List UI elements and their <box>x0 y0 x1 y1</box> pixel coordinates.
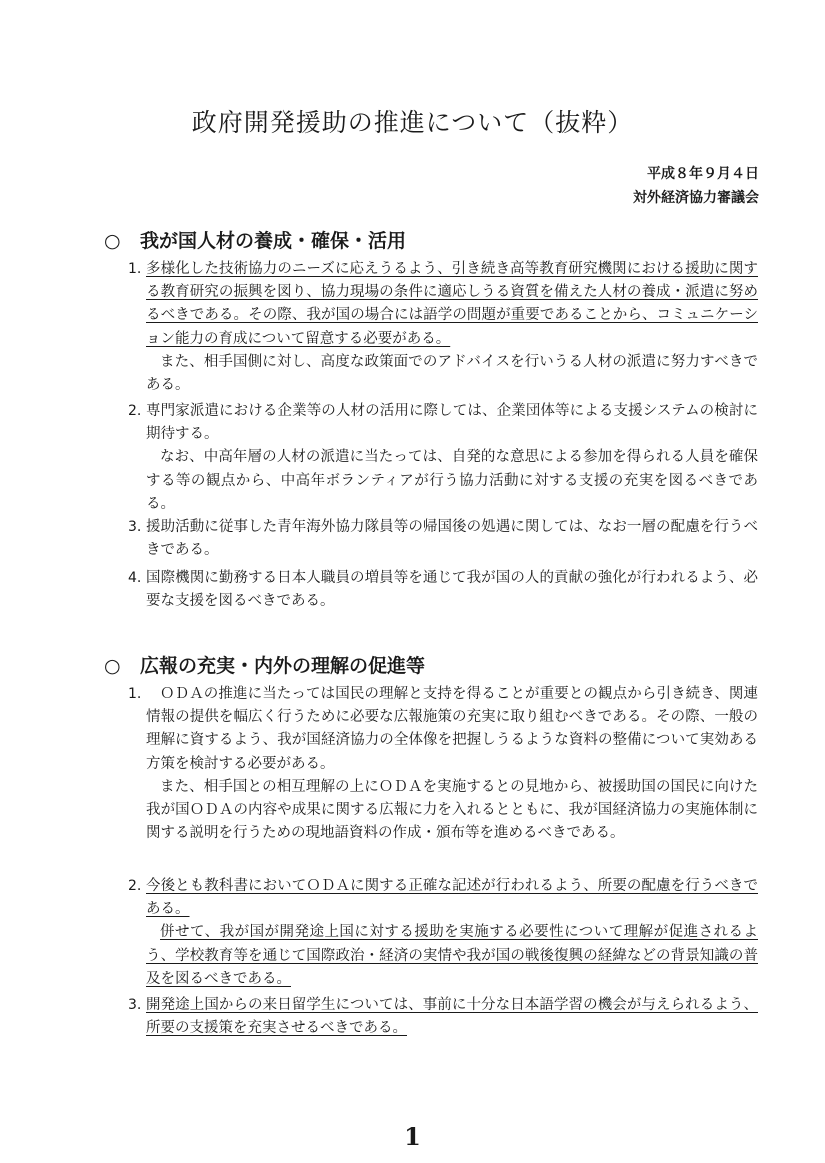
item-number: 2. <box>128 403 142 419</box>
section-title: 我が国人材の養成・確保・活用 <box>140 230 407 252</box>
item-body <box>146 400 758 516</box>
item-body <box>146 994 758 1040</box>
item-text-followup: なお、中高年層の人材の派遣に当たっては、自発的な意思による参加を得られる人員を確保する等の観点から、中高年ボランティアが行う協力活動に対する支援の充実を図るべきである。 <box>146 449 758 512</box>
item-number: 2. <box>128 878 142 894</box>
item-body <box>146 875 758 991</box>
circle-bullet-icon: ○ <box>104 230 121 252</box>
item-body <box>146 567 758 613</box>
item-text: 多様化した技術協力のニーズに応えうるよう、引き続き高等教育研究機関における援助に関する教育研究の振興を図り、協力現場の条件に適応しうる資質を備えた人材の養成・派遣に努めるべきである。その際、我が国の場合には語学の問題が重要であることから、コミュニケーション能力の育成について留意する必要がある。 <box>146 261 758 347</box>
page-number: 1 <box>404 1122 421 1151</box>
item-number: 4. <box>128 570 142 586</box>
item-number: 3. <box>128 997 142 1013</box>
section-title: 広報の充実・内外の理解の促進等 <box>140 655 426 677</box>
item-body <box>146 516 758 562</box>
item-text: 援助活動に従事した青年海外協力隊員等の帰国後の処遇に関しては、なお一層の配慮を行うべきである。 <box>146 519 758 559</box>
item-text: 専門家派遣における企業等の人材の活用に際しては、企業団体等による支援システムの検討に期待する。 <box>146 403 758 443</box>
item-text-followup: 併せて、我が国が開発途上国に対する援助を実施する必要性について理解が促進されるよう、学校教育等を通じて国際政治・経済の実情や我が国の戦後復興の経緯などの背景知識の普及を図るべきである。 <box>146 924 758 987</box>
issuing-council: 対外経済協力審議会 <box>633 190 759 206</box>
item-number: 1. <box>128 686 142 702</box>
document-date: 平成８年９月４日 <box>647 166 759 182</box>
item-text-followup: また、相手国側に対し、高度な政策面でのアドバイスを行いうる人材の派遣に努力すべきである。 <box>146 353 758 394</box>
section-heading-1 <box>104 226 406 253</box>
document-title: 政府開発援助の推進について（抜粋） <box>191 108 634 137</box>
item-text: 開発途上国からの来日留学生については、事前に十分な日本語学習の機会が与えられるよう、所要の支援策を充実させるべきである。 <box>146 997 758 1037</box>
item-number: 3. <box>128 519 142 535</box>
item-text: 今後とも教科書においてＯＤＡに関する正確な記述が行われるよう、所要の配慮を行うべきである。 <box>146 878 758 918</box>
item-number: 1. <box>128 261 142 277</box>
item-text: ＯＤＡの推進に当たっては国民の理解と支持を得ることが重要との観点から引き続き、関連情報の提供を幅広く行うために必要な広報施策の充実に取り組むべきである。その際、一般の理解に資するよう、我が国経済協力の全体像を把握しうるような資料の整備について実効ある方策を検討する必要がある。 <box>146 686 758 772</box>
date-block <box>633 162 759 210</box>
item-body <box>146 258 758 397</box>
item-text-followup: また、相手国との相互理解の上にＯＤＡを実施するとの見地から、被援助国の国民に向けた我が国ＯＤＡの内容や成果に関する広報に力を入れるとともに、我が国経済協力の実施体制に関する説明を行うための現地語資料の作成・頒布等を進めるべきである。 <box>146 778 758 842</box>
item-body <box>146 683 758 845</box>
section-heading-2 <box>104 651 425 678</box>
circle-bullet-icon: ○ <box>104 655 121 677</box>
item-text: 国際機関に勤務する日本人職員の増員等を通じて我が国の人的貢献の強化が行われるよう、必要な支援を図るべきである。 <box>146 570 758 610</box>
